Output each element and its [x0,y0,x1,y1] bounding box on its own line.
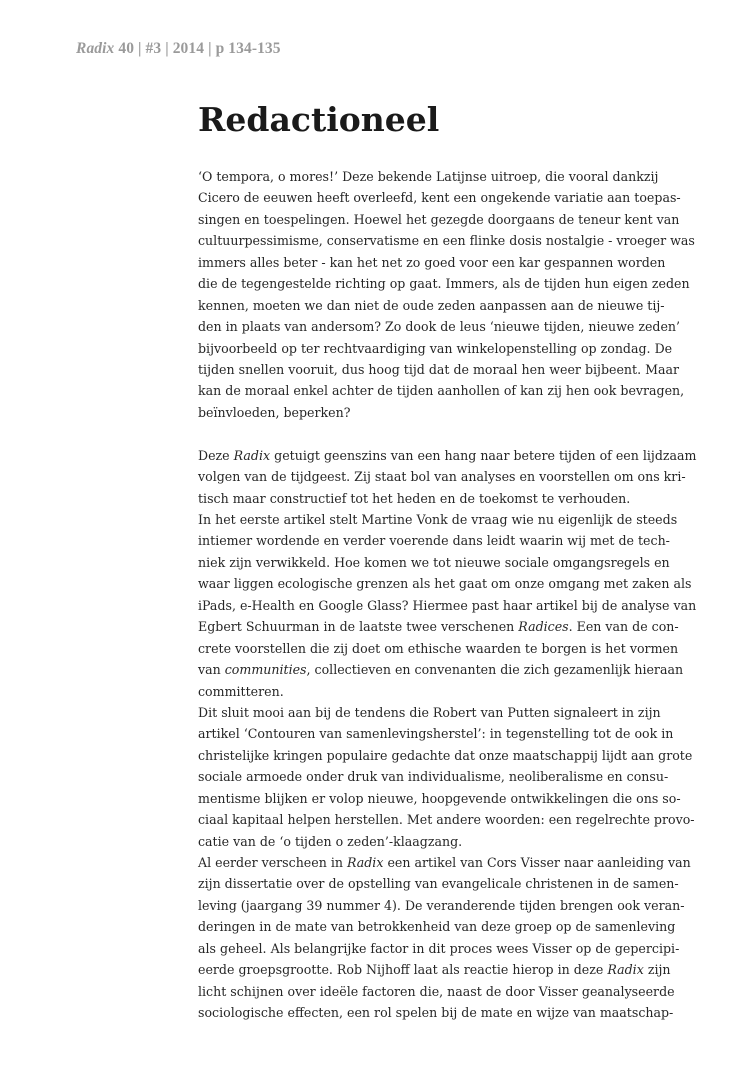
text-line [198,659,684,680]
line-text: christelijke kringen populaire gedachte dat onze maatschappij lijdt aan grote [198,747,693,763]
line-text: kennen, moeten we dan niet de oude zeden aanpassen aan de nieuwe tij- [198,297,665,313]
text-line [198,916,676,937]
article-body [198,166,697,1024]
text-line [198,959,671,980]
text-line [198,702,661,723]
line-text: die de tegengestelde richting op gaat. Immers, als de tijden hun eigen zeden [198,276,690,292]
text-line [198,938,680,959]
text-line [198,788,681,809]
line-text: Deze [198,447,234,463]
text-line [198,745,693,766]
text-line [198,831,640,852]
line-text: getuigt geenszins van een hang naar betere tijden of een lijdzaam [270,447,697,463]
text-line [198,852,691,873]
text-line [198,380,685,401]
line-text: van [198,662,225,678]
text-line [198,552,670,573]
text-line [198,595,697,616]
text-line [198,981,675,1002]
line-text: waar liggen ecologische grenzen als het gaat om onze omgang met zaken als [198,576,692,592]
text-line [198,509,678,530]
line-text: catie van de ‘o tijden o zeden’-klaagzang. [198,833,463,849]
text-line [198,166,659,187]
line-text: den in plaats van andersom? Zo dook de leus ‘nieuwe tijden, nieuwe zeden’ [198,319,681,335]
line-text: niek zijn verwikkeld. Hoe komen we tot nieuwe sociale omgangsregels en [198,554,670,570]
line-text: ciaal kapitaal helpen herstellen. Met andere woorden: een regelrechte provo- [198,812,695,828]
italic-text: Radix [233,447,271,463]
text-line [198,295,665,316]
line-text: deringen in de mate van betrokkenheid van deze groep op de samenleving [198,919,676,935]
text-line [198,616,679,637]
line-text: licht schijnen over ideële factoren die, naast de door Visser geanalyseerde [198,983,675,999]
line-text: committeren. [198,683,284,699]
text-line [198,187,681,208]
line-text: crete voorstellen die zij doet om ethische waarden te borgen is het vormen [198,640,679,656]
line-text: Dit sluit mooi aan bij de tendens die Robert van Putten signaleert in zijn [198,704,661,720]
page-title: Redactioneel [198,100,440,139]
text-line [198,273,690,294]
text-line [198,766,669,787]
line-text: ‘O tempora, o mores!’ Deze bekende Latijnse uitroep, die vooral dankzij [198,169,659,184]
line-text: cultuurpessimisme, conservatisme en een flinke dosis nostalgie - vroeger was [198,233,695,249]
text-line [198,530,670,551]
line-text: singen en toespelingen. Hoewel het gezegde doorgaans de teneur kent van [198,211,680,227]
text-line [198,316,681,337]
text-line [198,230,695,251]
line-text: bijvoorbeeld op ter rechtvaardiging van winkelopenstelling op zondag. De [198,340,673,356]
line-text: een artikel van Cors Visser naar aanleiding van [383,855,691,870]
line-text: tijden snellen vooruit, dus hoog tijd dat de moraal hen weer bijbeent. Maar [198,361,680,377]
italic-text: Radix [607,962,644,978]
running-header [76,40,281,58]
text-line [198,252,666,273]
line-text: beïnvloeden, beperken? [198,404,351,420]
magazine-name: Radix [76,40,115,57]
text-line [198,402,640,423]
text-line [198,209,680,230]
italic-text: Radix [346,855,384,870]
issue-citation: 40 | #3 | 2014 | p 134-135 [114,40,281,57]
text-line [198,466,686,487]
italic-text: Radices [518,619,569,635]
line-text: artikel ‘Contouren van samenlevingsherstel’: in tegenstelling tot de ook in [198,726,674,742]
line-text: zijn [643,962,671,978]
line-text: tisch maar constructief tot het heden en de toekomst te verhouden. [198,490,631,506]
line-text: In het eerste artikel stelt Martine Vonk de vraag wie nu eigenlijk de steeds [198,512,678,527]
line-text: Cicero de eeuwen heeft overleefd, kent een ongekende variatie aan toepas- [198,190,681,206]
paragraph-gap [198,423,640,444]
line-text: intiemer wordende en verder voerende dans leidt waarin wij met de tech- [198,533,670,549]
text-line [198,723,674,744]
text-line [198,1002,674,1023]
line-text: eerde groepsgrootte. Rob Nijhoff laat als reactie hierop in deze [198,962,608,978]
line-text: mentisme blijken er volop nieuwe, hoopgevende ontwikkelingen die ons so- [198,790,681,806]
line-text: , collectieven en convenanten die zich gezamenlijk hieraan [306,662,684,678]
italic-text: communities [224,662,307,678]
line-text: leving (jaargang 39 nummer 4). De veranderende tijden brengen ook veran- [198,897,685,913]
text-line [198,445,697,466]
text-line [198,638,679,659]
text-line [198,338,673,359]
line-text: volgen van de tijdgeest. Zij staat bol van analyses en voorstellen om ons kri- [198,469,686,485]
text-line [198,895,685,916]
line-text: als geheel. Als belangrijke factor in dit proces wees Visser op de gepercipi- [198,940,680,956]
line-text: immers alles beter - kan het net zo goed voor een kar gespannen worden [198,254,666,270]
text-line [198,573,692,594]
line-text: Al eerder verscheen in [198,855,347,870]
line-text: sociologische effecten, een rol spelen bij de mate en wijze van maatschap- [198,1005,674,1021]
line-text: kan de moraal enkel achter de tijden aanhollen of kan zij hen ook bevragen, [198,383,685,399]
line-text: zijn dissertatie over de opstelling van evangelicale christenen in de samen- [198,876,679,892]
text-line [198,488,640,509]
line-text: Egbert Schuurman in de laatste twee verschenen [198,619,519,635]
text-line [198,359,680,380]
text-line [198,681,640,702]
line-text: . Een van de con- [568,619,679,635]
line-text: sociale armoede onder druk van individualisme, neoliberalisme en consu- [198,769,669,785]
text-line [198,809,695,830]
line-text: iPads, e-Health en Google Glass? Hiermee past haar artikel bij de analyse van [198,597,697,613]
text-line [198,873,679,894]
